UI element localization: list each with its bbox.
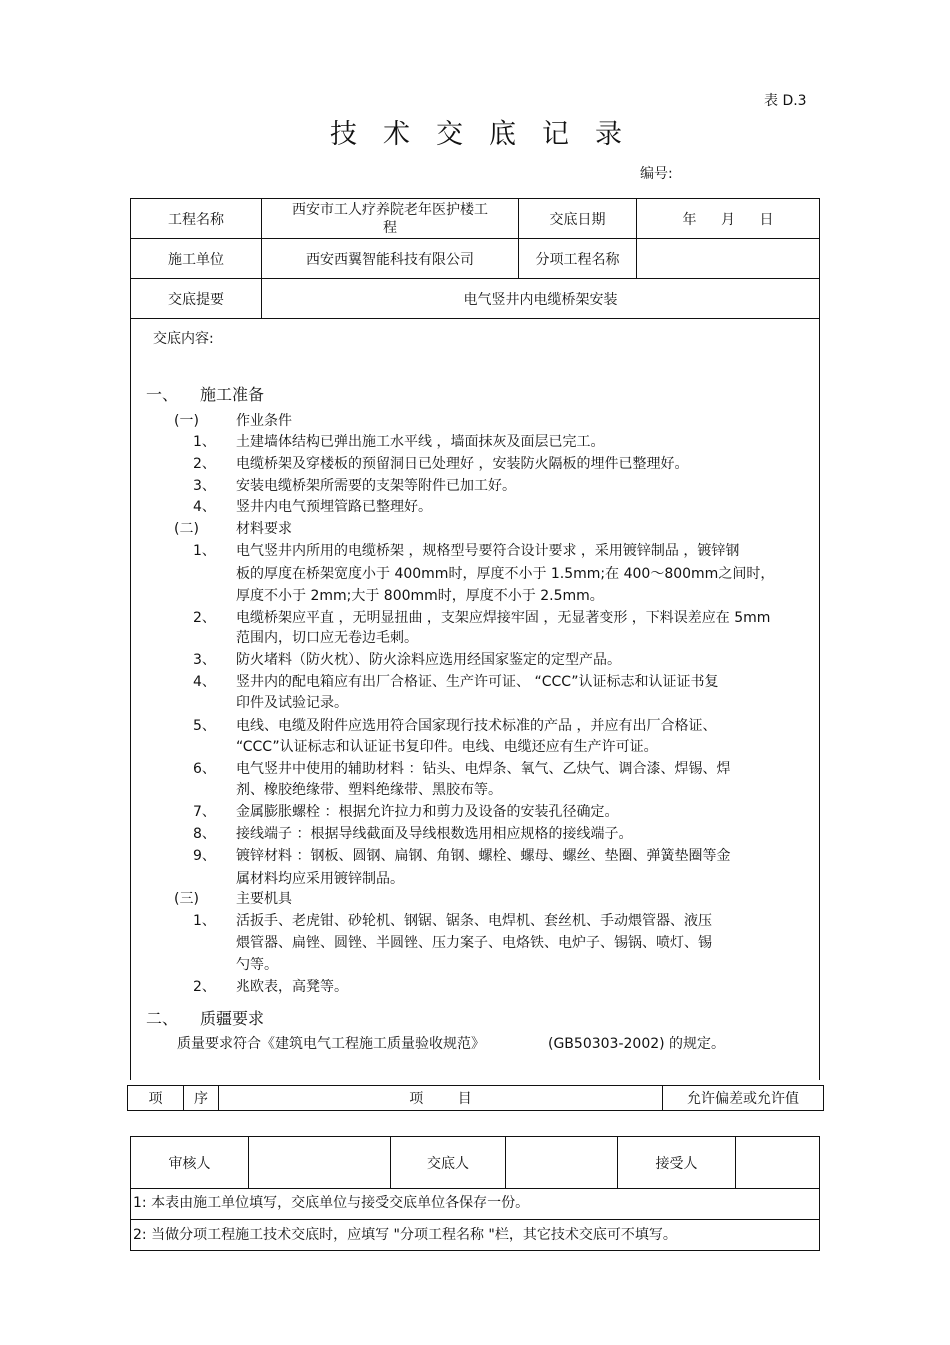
project-name-line2: 程 <box>383 219 397 236</box>
content-label: 交底内容: <box>153 331 214 347</box>
list-item-text: 活扳手、老虎钳、砂轮机、钢锯、锯条、电焊机、套丝机、手动煨管器、液压 <box>236 913 712 929</box>
section1-number: 一、 <box>146 385 179 404</box>
list-item-number: 2、 <box>193 979 216 995</box>
discloser-label: 交底人 <box>427 1155 469 1172</box>
quality-text: 质量要求符合《建筑电气工程施工质量验收规范》 <box>177 1036 485 1052</box>
list-item-text: 剂、橡胶绝缘带、塑料绝缘带、黑胶布等。 <box>236 782 502 798</box>
sub1-title: 作业条件 <box>236 413 292 429</box>
section1-title: 施工准备 <box>200 385 265 404</box>
sub3-title: 主要机具 <box>236 891 292 907</box>
reviewer-signature <box>249 1137 390 1188</box>
list-item-text: 厚度不小于 2mm;大于 800mm时，厚度不小于 2.5mm。 <box>236 588 604 604</box>
list-item-text: 兆欧表，高凳等。 <box>236 979 348 995</box>
list-item-number: 1、 <box>193 913 216 929</box>
form-number: 表 D.3 <box>764 93 807 109</box>
list-item-text: 竖井内电气预埋管路已整理好。 <box>236 499 432 515</box>
subproject-label: 分项工程名称 <box>535 251 620 268</box>
sub2-title: 材料要求 <box>236 521 292 537</box>
list-item-text: 范围内，切口应无卷边毛刺。 <box>236 630 418 646</box>
contractor-label: 施工单位 <box>168 251 224 268</box>
reviewer-label: 审核人 <box>168 1155 211 1172</box>
list-item-text: 土建墙体结构已弹出施工水平线 ，墙面抹灰及面层已完工。 <box>236 434 605 450</box>
list-item-text: 印件及试验记录。 <box>236 695 348 711</box>
list-item-text: 勺等。 <box>236 957 278 973</box>
list-item-text: 电气竖井中使用的辅助材料 ：钻头、电焊条、氧气、乙炔气、调合漆、焊锡、焊 <box>236 761 731 777</box>
tolerance-col-item: 项 <box>148 1091 163 1107</box>
list-item-number: 1、 <box>193 434 216 450</box>
section2-title: 质疆要求 <box>200 1009 265 1028</box>
list-item-number: 2、 <box>193 610 216 626</box>
tolerance-col-order: 序 <box>194 1091 208 1107</box>
project-name-label: 工程名称 <box>168 211 224 228</box>
list-item-text: 板的厚度在桥架宽度小于 400mm时，厚度不小于 1.5mm;在 400～800mm之间时， <box>236 566 775 582</box>
list-item-text: 接线端子 ：根据导线截面及导线根数选用相应规格的接线端子。 <box>236 826 633 842</box>
list-item-number: 8、 <box>193 826 216 842</box>
list-item-number: 4、 <box>193 499 216 515</box>
note-1: 1: 本表由施工单位填写，交底单位与接受交底单位各保存一份。 <box>133 1195 530 1211</box>
note-2: 2: 当做分项工程施工技术交底时，应填写 "分项工程名称 "栏，其它技术交底可不填写。 <box>133 1227 677 1243</box>
list-item-number: 4、 <box>193 674 216 690</box>
project-name-value <box>262 199 518 238</box>
list-item-text: 镀锌材料 ：钢板、圆钢、扁钢、角钢、螺栓、螺母、螺丝、垫圈、弹簧垫圈等金 <box>236 848 731 864</box>
list-item-text: 安装电缆桥架所需要的支架等附件已加工好。 <box>236 478 516 494</box>
subproject-value <box>637 239 819 278</box>
page-title: 技术交底记录 <box>330 119 648 150</box>
list-item-text: “CCC”认证标志和认证证书复印件。电线、电缆还应有生产许可证。 <box>236 739 658 755</box>
tolerance-col-project: 项 目 <box>409 1091 472 1107</box>
summary-value: 电气竖井内电缆桥架安装 <box>463 291 618 308</box>
list-item-number: 3、 <box>193 652 216 668</box>
list-item-number: 7、 <box>193 804 216 820</box>
list-item-number: 9、 <box>193 848 216 864</box>
list-item-text: 电线、电缆及附件应选用符合国家现行技术标准的产品 ，并应有出厂合格证、 <box>236 718 717 734</box>
receiver-signature <box>736 1137 819 1188</box>
list-item-text: 电气竖井内所用的电缆桥架 ，规格型号要符合设计要求 ，采用镀锌制品 ，镀锌钢 <box>236 543 740 559</box>
project-name-line1: 西安市工人疗养院老年医护楼工 <box>292 201 488 218</box>
quality-standard: (GB50303-2002) 的规定。 <box>548 1036 726 1052</box>
list-item-number: 2、 <box>193 456 216 472</box>
list-item-text: 煨管器、扁锉、圆锉、半圆锉、压力案子、电烙铁、电炉子、锡锅、喷灯、锡 <box>236 935 712 951</box>
list-item-text: 竖井内的配电箱应有出厂合格证、生产许可证、 “CCC”认证标志和认证证书复 <box>236 674 719 690</box>
summary-label: 交底提要 <box>168 291 224 308</box>
list-item-number: 5、 <box>193 718 216 734</box>
sub3-number: (三) <box>174 891 199 907</box>
list-item-text: 金属膨胀螺栓 ：根据允许拉力和剪力及设备的安装孔径确定。 <box>236 804 619 820</box>
list-item-number: 1、 <box>193 543 216 559</box>
list-item-text: 属材料均应采用镀锌制品。 <box>236 871 404 887</box>
list-item-number: 3、 <box>193 478 216 494</box>
list-item-text: 电缆桥架及穿楼板的预留洞日已处理好 ，安装防火隔板的埋件已整理好。 <box>236 456 689 472</box>
list-item-number: 6、 <box>193 761 216 777</box>
date-value: 年 月 日 <box>682 211 774 228</box>
list-item-text: 防火堵料（防火枕）、防火涂料应选用经国家鉴定的定型产品。 <box>236 652 621 668</box>
date-label: 交底日期 <box>549 211 606 228</box>
section2-number: 二、 <box>146 1009 179 1028</box>
receiver-label: 接受人 <box>655 1155 698 1172</box>
serial-number-label: 编号: <box>640 166 673 182</box>
list-item-text: 电缆桥架应平直 ，无明显扭曲 ，支架应焊接牢固 ，无显著变形 ，下料误差应在 5mm <box>236 610 771 626</box>
tolerance-col-allowance: 允许偏差或允许值 <box>687 1091 799 1107</box>
discloser-signature <box>506 1137 617 1188</box>
sub2-number: (二) <box>174 521 199 537</box>
contractor-value: 西安西翼智能科技有限公司 <box>306 251 474 268</box>
sub1-number: (一) <box>174 413 199 429</box>
